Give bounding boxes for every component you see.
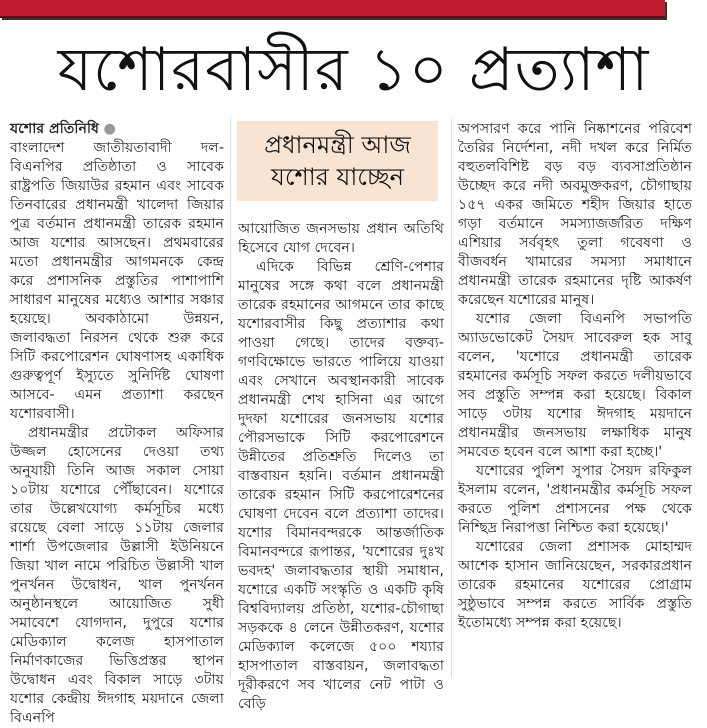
bullet-icon: ● [103,121,116,137]
paragraph: বাংলাদেশ জাতীয়তাবাদী দল-বিএনপির প্রতিষ্ঠাতা ও সাবেক রাষ্ট্রপতি জিয়াউর রহমান এবং সাবেক তিনবারের প্রধানমন্ত্রী খালেদা জিয়ার পুত্র বর্তমান প্রধানমন্ত্রী তারেক রহমান আজ যশোর আসছেন। প্রথমবারের মতো প্রধানমন্ত্রীর আগমনকে কেন্দ্র করে প্রশাসনিক প্রস্তুতির পাশাপাশি সাধারণ মানুষের মধ্যেও আশার সঞ্চার হয়েছে। অবকাঠামো উন্নয়ন, জলাবদ্ধতা নিরসন থেকে শুরু করে সিটি করপোরেশন ঘোষণাসহ একাধিক গুরুত্বপূর্ণ ইস্যুতে সুনির্দিষ্ট ঘোষণা আসবে- এমন প্রত্যাশা করছেন যশোরবাসী। [10,140,224,422]
article-column-2 [238,220,444,714]
paragraph: আয়োজিত জনসভায় প্রধান অতিথি হিসেবে যোগ দেবেন। [238,221,444,256]
byline [10,120,224,139]
column-divider [451,118,452,677]
paragraph: যশোর জেলা বিএনপি সভাপতি অ্যাডভোকেট সৈয়দ সাবেরুল হক সাবু বলেন, 'যশোরে প্রধানমন্ত্রী তারেক রহমানের কর্মসূচি সফল করতে দলীয়ভাবে সব প্রস্তুতি সম্পন্ন করা হয়েছে। বিকাল সাড়ে ৩টায় যশোর ঈদগাহ ময়দানে প্রধানমন্ত্রীর জনসভায় লক্ষাধিক মানুষ সমবেত হবেন বলে আশা করা হচ্ছে।' [458,311,692,460]
paragraph: এদিকে বিভিন্ন শ্রেণি-পেশার মানুষের সঙ্গে কথা বলে প্রধানমন্ত্রী তারেক রহমানের আগমনে তার কাছে যশোরবাসীর কিছু প্রত্যাশার কথা পাওয়া গেছে। তাদের বক্তব্য- গণবিক্ষোভে ভারতে পালিয়ে যাওয়া এবং সেখানে অবস্থানকারী সাবেক প্রধানমন্ত্রী শেখ হাসিনা এর আগে দুদফা যশোরের জনসভায় যশোর পৌরসভাকে সিটি করপোরেশনে উন্নীতের প্রতিশ্রুতি দিলেও তা বাস্তবায়ন হয়নি। বর্তমান প্রধানমন্ত্রী তারেক রহমান সিটি করপোরেশনের ঘোষণা দেবেন বলে প্রত্যাশা তাদের। যশোর বিমানবন্দরকে আন্তর্জাতিক বিমানবন্দরে রূপান্তর, 'যশোরের দুঃখ ভবদহ' জলাবদ্ধতার স্থায়ী সমাধান, যশোরে একটি সংস্কৃতি ও একটি কৃষি বিশ্ববিদ্যালয় প্রতিষ্ঠা, যশোর-চৌগাছা সড়ককে ৪ লেনে উন্নীতকরণ, যশোর মেডিক্যাল কলেজে ৫০০ শয্যার হাসপাতাল বাস্তবায়ন, জলাবদ্ধতা দূরীকরণে সব খালের নেট পাটা ও বেড়ি [238,259,444,712]
highlight-box [237,121,438,201]
highlight-line-1: প্রধানমন্ত্রী আজ [264,131,411,159]
paragraph: প্রধানমন্ত্রীর প্রটোকল অফিসার উজ্জল হোসেনের দেওয়া তথ্য অনুযায়ী তিনি আজ সকাল সোয়া ১০টায় যশোরে পৌঁছাবেন। যশোরে তার উল্লেখযোগ্য কর্মসূচির মধ্যে রয়েছে বেলা সাড়ে ১১টায় জেলার শার্শা উপজেলার উল্লাসী ইউনিয়নে জিয়া খাল নামে পরিচিত উল্লাসী খাল পুনর্খনন উদ্বোধন, খাল পুনর্খনন অনুষ্ঠানস্থলে আয়োজিত সুধী সমাবেশে যোগদান, দুপুরে যশোর মেডিক্যাল কলেজ হাসপাতাল নির্মাণকাজের ভিত্তিপ্রস্তর স্থাপন উদ্বোধন এবং বিকাল সাড়ে ৩টায় যশোর কেন্দ্রীয় ঈদগাহ ময়দানে জেলা বিএনপি [10,425,224,726]
paragraph: অপসারণ করে পানি নিষ্কাশনের পরিবেশ তৈরির নির্দেশনা, নদী দখল করে নির্মিত বহুতলবিশিষ্ট বড় বড় ব্যবসাপ্রতিষ্ঠান উচ্ছেদ করে নদী অবমুক্তকরণ, চৌগাছায় ১৫৭ একর জমিতে শহীদ জিয়ার হাতে গড়া বর্তমানে সমস্যাজর্জরিত দক্ষিণ এশিয়ার সর্ববৃহৎ তুলা গবেষণা ও বীজবর্ধন খামারের সমস্যা সমাধানে প্রধানমন্ত্রী তারেক রহমানের দৃষ্টি আকর্ষণ করেছেন যশোরের মানুষ। [458,121,692,308]
byline-text: যশোর প্রতিনিধি [10,121,99,137]
article-column-1 [10,120,224,728]
article-column-3 [458,120,692,633]
paragraph: যশোরের পুলিশ সুপার সৈয়দ রফিকুল ইসলাম বলেন, 'প্রধানমন্ত্রীর কর্মসূচি সফল করতে পুলিশ প্রশাসনের পক্ষ থেকে নিশ্ছিদ্র নিরাপত্তা নিশ্চিত করা হয়েছে।' [458,463,692,536]
paragraph: যশোরের জেলা প্রশাসক মোহাম্মদ আশেক হাসান জানিয়েছেন, সরকারপ্রধান তারেক রহমানের যশোরের প্রোগ্রাম সুষ্ঠুভাবে সম্পন্ন করতে সার্বিক প্রস্তুতি ইতোমধ্যে সম্পন্ন করা হয়েছে। [458,539,692,631]
column-divider [230,118,231,677]
section-banner [0,0,665,18]
headline: যশোরবাসীর ১০ প্রত্যাশা [57,35,650,105]
highlight-line-2: যশোর যাচ্ছেন [271,163,404,191]
